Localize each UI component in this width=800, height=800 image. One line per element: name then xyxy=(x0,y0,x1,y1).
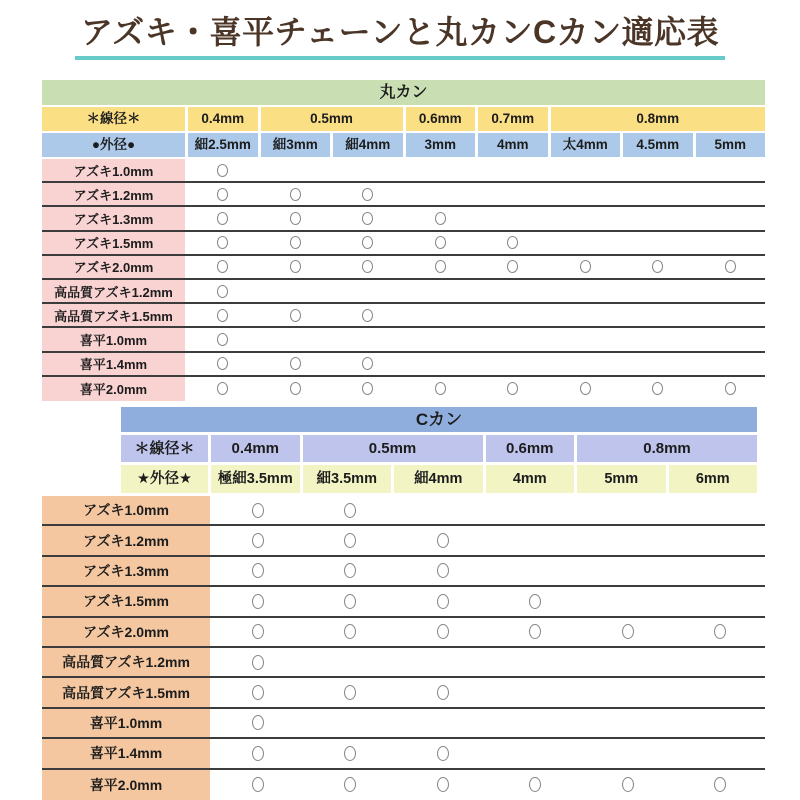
compat-circle-mark xyxy=(344,777,356,792)
compat-circle-mark xyxy=(252,746,264,761)
chain-row-label: アズキ1.3mm xyxy=(42,557,210,585)
compat-cell xyxy=(261,207,331,229)
table-row xyxy=(42,183,765,207)
compat-cell xyxy=(478,183,548,205)
compat-cell xyxy=(491,557,581,585)
chain-row-label: 喜平1.0mm xyxy=(42,709,210,737)
compat-cell xyxy=(491,496,581,524)
compat-cell xyxy=(623,159,693,181)
compat-cell xyxy=(306,648,396,676)
compat-cell xyxy=(213,648,303,676)
compat-cell xyxy=(306,618,396,646)
compat-cell xyxy=(623,304,693,326)
marukan-rows xyxy=(42,159,765,401)
outer-diameter-cell: 4.5mm xyxy=(623,133,693,157)
compat-circle-mark xyxy=(344,746,356,761)
compat-cell xyxy=(623,256,693,278)
chain-row-label: 高品質アズキ1.5mm xyxy=(42,304,185,326)
compat-cell xyxy=(398,770,488,800)
compat-cell xyxy=(676,739,766,767)
marukan-table-title: 丸カン xyxy=(42,80,765,105)
wire-diameter-cell: 0.5mm xyxy=(303,435,483,462)
compat-cell xyxy=(623,232,693,254)
compat-circle-mark xyxy=(435,236,446,249)
compat-circle-mark xyxy=(714,777,726,792)
chain-row-label: 喜平1.4mm xyxy=(42,739,210,767)
outer-diameter-cell: 5mm xyxy=(577,465,666,493)
compat-cell xyxy=(261,377,331,401)
compat-cell xyxy=(551,280,621,302)
compat-cell xyxy=(696,304,766,326)
compat-cell xyxy=(491,587,581,615)
chain-row-label: 高品質アズキ1.2mm xyxy=(42,648,210,676)
chain-row-label: アズキ1.3mm xyxy=(42,207,185,229)
compat-cell xyxy=(696,280,766,302)
wire-diameter-cell: 0.7mm xyxy=(478,107,548,131)
compat-circle-mark xyxy=(507,236,518,249)
compat-circle-mark xyxy=(652,382,663,395)
table-row xyxy=(42,328,765,352)
compat-circle-mark xyxy=(437,594,449,609)
compat-circle-mark xyxy=(580,260,591,273)
compat-cell xyxy=(676,557,766,585)
compat-circle-mark xyxy=(217,309,228,322)
compat-circle-mark xyxy=(344,503,356,518)
outer-diameter-cell: 4mm xyxy=(486,465,575,493)
compat-cell xyxy=(583,709,673,737)
compat-circle-mark xyxy=(252,685,264,700)
compat-circle-mark xyxy=(344,685,356,700)
compat-circle-mark xyxy=(344,624,356,639)
compat-circle-mark xyxy=(437,533,449,548)
compat-circle-mark xyxy=(529,777,541,792)
table-row xyxy=(42,377,765,401)
compat-circle-mark xyxy=(362,357,373,370)
wire-diameter-cell: 0.6mm xyxy=(486,435,575,462)
marukan-outer-diameter-row xyxy=(42,133,765,157)
compat-circle-mark xyxy=(437,746,449,761)
table-row xyxy=(42,618,765,648)
outer-diameter-cell: 細4mm xyxy=(394,465,483,493)
compat-circle-mark xyxy=(344,533,356,548)
compat-cell xyxy=(696,207,766,229)
compat-cell xyxy=(406,304,476,326)
compat-cell xyxy=(696,159,766,181)
compat-circle-mark xyxy=(725,382,736,395)
compat-circle-mark xyxy=(290,236,301,249)
compat-circle-mark xyxy=(362,382,373,395)
marukan-table xyxy=(42,80,765,401)
table-row xyxy=(42,207,765,231)
chain-row-label: 高品質アズキ1.2mm xyxy=(42,280,185,302)
compat-cell xyxy=(491,739,581,767)
compat-cell xyxy=(478,328,548,350)
compat-circle-mark xyxy=(290,188,301,201)
compat-cell xyxy=(491,648,581,676)
compat-cell xyxy=(676,526,766,554)
wire-diameter-header-label: ＊線径＊ xyxy=(121,435,208,462)
compat-cell xyxy=(398,526,488,554)
compat-circle-mark xyxy=(362,236,373,249)
table-row xyxy=(42,770,765,800)
table-row xyxy=(42,557,765,587)
chain-row-label: 喜平1.4mm xyxy=(42,353,185,375)
compat-cell xyxy=(406,232,476,254)
compat-circle-mark xyxy=(252,533,264,548)
compat-circle-mark xyxy=(217,333,228,346)
compat-circle-mark xyxy=(507,382,518,395)
compat-cell xyxy=(583,496,673,524)
compat-cell xyxy=(213,618,303,646)
compat-cell xyxy=(478,232,548,254)
compat-cell xyxy=(333,207,403,229)
compat-cell xyxy=(478,304,548,326)
compat-cell xyxy=(333,328,403,350)
compat-cell xyxy=(188,280,258,302)
compat-cell xyxy=(551,207,621,229)
compat-cell xyxy=(188,183,258,205)
wire-diameter-cell: 0.4mm xyxy=(211,435,300,462)
outer-diameter-cell: 4mm xyxy=(478,133,548,157)
wire-diameter-cell: 0.5mm xyxy=(261,107,403,131)
outer-diameter-cell: 5mm xyxy=(696,133,766,157)
compat-cell xyxy=(188,232,258,254)
compat-circle-mark xyxy=(714,624,726,639)
compat-circle-mark xyxy=(217,164,228,177)
compat-cell xyxy=(406,183,476,205)
compat-cell xyxy=(213,587,303,615)
compat-circle-mark xyxy=(580,382,591,395)
table-row xyxy=(42,526,765,556)
compat-cell xyxy=(188,328,258,350)
compat-circle-mark xyxy=(529,594,541,609)
ckan-rows xyxy=(42,496,765,800)
compat-cell xyxy=(676,770,766,800)
compat-cell xyxy=(261,159,331,181)
chain-row-label: アズキ1.2mm xyxy=(42,183,185,205)
chain-row-label: アズキ1.2mm xyxy=(42,526,210,554)
compat-cell xyxy=(406,207,476,229)
compat-cell xyxy=(551,328,621,350)
outer-diameter-cell: 3mm xyxy=(406,133,476,157)
compat-cell xyxy=(398,709,488,737)
compat-cell xyxy=(583,618,673,646)
compat-circle-mark xyxy=(507,260,518,273)
compat-cell xyxy=(623,328,693,350)
ckan-table-header xyxy=(121,407,757,496)
compat-cell xyxy=(478,353,548,375)
compat-circle-mark xyxy=(362,309,373,322)
compat-circle-mark xyxy=(529,624,541,639)
compat-cell xyxy=(188,159,258,181)
compat-circle-mark xyxy=(437,563,449,578)
compat-circle-mark xyxy=(217,285,228,298)
compat-cell xyxy=(696,353,766,375)
compat-circle-mark xyxy=(437,777,449,792)
ckan-outer-diameter-row xyxy=(121,465,757,493)
compat-cell xyxy=(583,739,673,767)
compat-cell xyxy=(188,304,258,326)
compat-circle-mark xyxy=(217,382,228,395)
wire-diameter-cell: 0.8mm xyxy=(551,107,766,131)
compat-circle-mark xyxy=(217,357,228,370)
compat-cell xyxy=(213,678,303,706)
outer-diameter-cell: 細3.5mm xyxy=(303,465,392,493)
compat-circle-mark xyxy=(252,563,264,578)
table-row xyxy=(42,304,765,328)
compat-cell xyxy=(398,496,488,524)
compat-cell xyxy=(306,739,396,767)
compat-cell xyxy=(551,353,621,375)
compat-cell xyxy=(696,256,766,278)
compat-cell xyxy=(261,183,331,205)
compat-cell xyxy=(261,256,331,278)
outer-diameter-cell: 細3mm xyxy=(261,133,331,157)
wire-diameter-header-label: ＊線径＊ xyxy=(42,107,185,131)
table-row xyxy=(42,678,765,708)
table-row xyxy=(42,353,765,377)
compat-cell xyxy=(583,770,673,800)
compat-cell xyxy=(696,183,766,205)
compat-cell xyxy=(551,256,621,278)
table-row xyxy=(42,280,765,304)
compat-cell xyxy=(551,183,621,205)
compat-cell xyxy=(261,280,331,302)
compat-cell xyxy=(406,256,476,278)
outer-diameter-cell: 太4mm xyxy=(551,133,621,157)
compat-circle-mark xyxy=(252,503,264,518)
compat-circle-mark xyxy=(217,212,228,225)
chain-row-label: アズキ1.5mm xyxy=(42,587,210,615)
table-row xyxy=(42,587,765,617)
compat-circle-mark xyxy=(290,357,301,370)
compat-cell xyxy=(398,678,488,706)
page-title: アズキ・喜平チェーンと丸カンCカン適応表 xyxy=(75,12,725,60)
compat-circle-mark xyxy=(652,260,663,273)
compat-circle-mark xyxy=(290,212,301,225)
compat-cell xyxy=(333,232,403,254)
compat-cell xyxy=(491,526,581,554)
compat-cell xyxy=(478,207,548,229)
wire-diameter-cell: 0.8mm xyxy=(577,435,757,462)
compat-circle-mark xyxy=(622,624,634,639)
chain-row-label: アズキ2.0mm xyxy=(42,256,185,278)
compat-circle-mark xyxy=(362,260,373,273)
chain-row-label: 喜平2.0mm xyxy=(42,770,210,800)
compat-cell xyxy=(261,304,331,326)
ckan-table-title: Cカン xyxy=(121,407,757,432)
compat-cell xyxy=(213,496,303,524)
compat-cell xyxy=(583,526,673,554)
compat-cell xyxy=(478,159,548,181)
compat-cell xyxy=(583,678,673,706)
compat-cell xyxy=(491,709,581,737)
compat-cell xyxy=(478,256,548,278)
outer-diameter-header-label: ★外径★ xyxy=(121,465,208,493)
compat-circle-mark xyxy=(725,260,736,273)
compat-cell xyxy=(696,232,766,254)
compat-circle-mark xyxy=(290,382,301,395)
compat-cell xyxy=(188,377,258,401)
compat-cell xyxy=(551,304,621,326)
compat-cell xyxy=(188,353,258,375)
compat-cell xyxy=(583,557,673,585)
compat-cell xyxy=(306,496,396,524)
compat-cell xyxy=(306,770,396,800)
compat-cell xyxy=(478,377,548,401)
table-row xyxy=(42,739,765,769)
compat-circle-mark xyxy=(217,188,228,201)
compat-cell xyxy=(333,159,403,181)
compat-cell xyxy=(491,618,581,646)
compat-cell xyxy=(213,557,303,585)
compat-cell xyxy=(306,526,396,554)
compat-cell xyxy=(333,377,403,401)
chain-row-label: アズキ1.0mm xyxy=(42,159,185,181)
compat-cell xyxy=(213,526,303,554)
compat-cell xyxy=(676,648,766,676)
ckan-wire-diameter-row xyxy=(121,435,757,462)
compat-circle-mark xyxy=(252,777,264,792)
compat-cell xyxy=(333,353,403,375)
compat-circle-mark xyxy=(217,260,228,273)
compat-cell xyxy=(623,207,693,229)
wire-diameter-cell: 0.6mm xyxy=(406,107,476,131)
compat-cell xyxy=(406,280,476,302)
compat-circle-mark xyxy=(217,236,228,249)
chain-row-label: 喜平2.0mm xyxy=(42,377,185,401)
compat-cell xyxy=(478,280,548,302)
compat-cell xyxy=(333,183,403,205)
outer-diameter-cell: 細4mm xyxy=(333,133,403,157)
compat-cell xyxy=(213,709,303,737)
compat-cell xyxy=(623,183,693,205)
compat-circle-mark xyxy=(362,212,373,225)
compat-circle-mark xyxy=(344,594,356,609)
chain-row-label: 高品質アズキ1.5mm xyxy=(42,678,210,706)
compat-cell xyxy=(188,207,258,229)
compat-cell xyxy=(398,557,488,585)
compat-cell xyxy=(306,709,396,737)
compat-circle-mark xyxy=(252,594,264,609)
table-row xyxy=(42,232,765,256)
compat-circle-mark xyxy=(435,260,446,273)
compat-circle-mark xyxy=(252,624,264,639)
compat-circle-mark xyxy=(252,715,264,730)
table-row xyxy=(42,256,765,280)
compat-cell xyxy=(676,709,766,737)
compat-cell xyxy=(406,353,476,375)
compat-cell xyxy=(213,770,303,800)
compat-cell xyxy=(398,739,488,767)
compat-circle-mark xyxy=(437,685,449,700)
compat-cell xyxy=(623,353,693,375)
compat-cell xyxy=(676,618,766,646)
compat-circle-mark xyxy=(344,563,356,578)
compat-cell xyxy=(623,377,693,401)
chain-row-label: アズキ1.0mm xyxy=(42,496,210,524)
compat-cell xyxy=(398,587,488,615)
compat-cell xyxy=(551,159,621,181)
outer-diameter-cell: 細2.5mm xyxy=(188,133,258,157)
compat-cell xyxy=(491,770,581,800)
compat-cell xyxy=(676,496,766,524)
compat-cell xyxy=(676,587,766,615)
outer-diameter-cell: 極細3.5mm xyxy=(211,465,300,493)
table-row xyxy=(42,496,765,526)
compat-cell xyxy=(406,328,476,350)
compat-cell xyxy=(398,648,488,676)
table-row xyxy=(42,648,765,678)
compat-cell xyxy=(551,377,621,401)
compat-circle-mark xyxy=(435,382,446,395)
compat-cell xyxy=(188,256,258,278)
compat-cell xyxy=(583,587,673,615)
compat-cell xyxy=(306,678,396,706)
compat-cell xyxy=(333,256,403,278)
compat-cell xyxy=(696,377,766,401)
compat-circle-mark xyxy=(437,624,449,639)
compat-cell xyxy=(676,678,766,706)
compat-cell xyxy=(261,328,331,350)
chain-row-label: アズキ2.0mm xyxy=(42,618,210,646)
compat-circle-mark xyxy=(622,777,634,792)
compat-circle-mark xyxy=(252,655,264,670)
table-row xyxy=(42,159,765,183)
chain-row-label: 喜平1.0mm xyxy=(42,328,185,350)
marukan-wire-diameter-row xyxy=(42,107,765,131)
compat-cell xyxy=(333,280,403,302)
table-row xyxy=(42,709,765,739)
compat-cell xyxy=(491,678,581,706)
chain-row-label: アズキ1.5mm xyxy=(42,232,185,254)
compat-cell xyxy=(623,280,693,302)
compat-cell xyxy=(213,739,303,767)
compat-cell xyxy=(261,353,331,375)
compat-cell xyxy=(306,557,396,585)
compat-cell xyxy=(261,232,331,254)
compat-cell xyxy=(398,618,488,646)
compat-circle-mark xyxy=(435,212,446,225)
compat-cell xyxy=(406,377,476,401)
compat-cell xyxy=(583,648,673,676)
wire-diameter-cell: 0.4mm xyxy=(188,107,258,131)
outer-diameter-cell: 6mm xyxy=(669,465,758,493)
compat-circle-mark xyxy=(290,309,301,322)
outer-diameter-header-label: ●外径● xyxy=(42,133,185,157)
compat-cell xyxy=(406,159,476,181)
compat-cell xyxy=(551,232,621,254)
compat-cell xyxy=(333,304,403,326)
compat-cell xyxy=(696,328,766,350)
title-block xyxy=(0,12,800,60)
compat-cell xyxy=(306,587,396,615)
compat-circle-mark xyxy=(362,188,373,201)
compat-circle-mark xyxy=(290,260,301,273)
